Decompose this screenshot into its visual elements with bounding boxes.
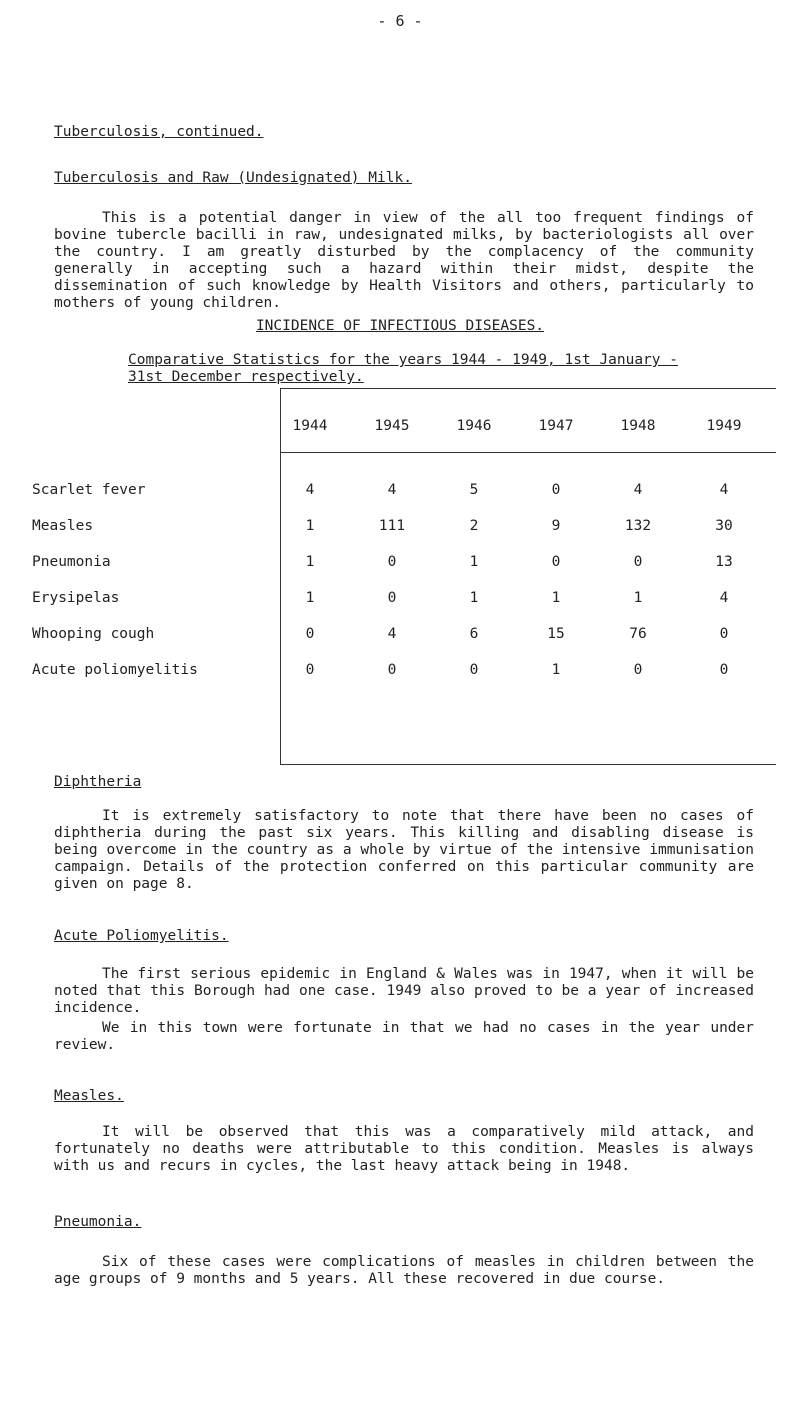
polio-header: Acute Poliomyelitis.	[54, 928, 229, 944]
table-cell: 0	[551, 482, 561, 498]
disease-label-whooping-cough: Whooping cough	[32, 626, 155, 642]
tb-paragraph: This is a potential danger in view of the all too frequent findings of bovine tubercle bacilli in raw, undesignated milks, by bacteriologists all over the country. I am greatly disturbed by the complacency of the community generally in accepting such a hazard within their midst, despite the dissemination of such knowledge by Health Visitors and others, particularly to mothers of young children.	[54, 210, 754, 311]
disease-label-acute-poliomyelitis: Acute poliomyelitis	[32, 662, 198, 678]
year-header-1948: 1948	[620, 418, 656, 434]
table-cell: 1	[305, 590, 315, 606]
year-header-1947: 1947	[538, 418, 574, 434]
table-cell: 0	[305, 662, 315, 678]
table-cell: 15	[547, 626, 565, 642]
year-header-1946: 1946	[456, 418, 492, 434]
table-cell: 0	[305, 626, 315, 642]
table-cell: 0	[387, 554, 397, 570]
table-cell: 30	[715, 518, 733, 534]
table-cell: 1	[469, 554, 479, 570]
disease-label-erysipelas: Erysipelas	[32, 590, 120, 606]
table-cell: 4	[387, 626, 397, 642]
polio-paragraph-1: The first serious epidemic in England & Wales was in 1947, when it will be noted that this Borough had one case. 1949 also proved to be a year of increased incidence.	[54, 966, 754, 1016]
table-cell: 9	[551, 518, 561, 534]
table-top-rule	[280, 388, 776, 389]
table-cell: 6	[469, 626, 479, 642]
pneumonia-paragraph: Six of these cases were complications of measles in children between the age groups of 9 months and 5 years. All these recovered in due course.	[54, 1254, 754, 1287]
page-number: - 6 -	[377, 12, 423, 30]
disease-label-scarlet-fever: Scarlet fever	[32, 482, 146, 498]
table-cell: 1	[469, 590, 479, 606]
table-cell: 4	[387, 482, 397, 498]
pneumonia-header: Pneumonia.	[54, 1214, 142, 1230]
table-cell: 0	[551, 554, 561, 570]
table-divider	[280, 388, 281, 764]
table-cell: 0	[469, 662, 479, 678]
table-cell: 2	[469, 518, 479, 534]
table-cell: 5	[469, 482, 479, 498]
polio-paragraph-2: We in this town were fortunate in that we had no cases in the year under review.	[54, 1020, 754, 1053]
table-cell: 4	[719, 482, 729, 498]
table-cell: 0	[719, 662, 729, 678]
table-header-rule	[280, 452, 776, 453]
table-cell: 13	[715, 554, 733, 570]
table-cell: 4	[305, 482, 315, 498]
incidence-header: INCIDENCE OF INFECTIOUS DISEASES.	[255, 318, 545, 334]
statistics-table	[32, 388, 772, 768]
table-cell: 4	[719, 590, 729, 606]
year-header-1949: 1949	[706, 418, 742, 434]
table-cell: 76	[629, 626, 647, 642]
table-cell: 0	[633, 554, 643, 570]
table-cell: 0	[387, 662, 397, 678]
table-cell: 132	[624, 518, 652, 534]
disease-label-pneumonia: Pneumonia	[32, 554, 111, 570]
table-cell: 0	[719, 626, 729, 642]
table-bottom-rule	[280, 764, 776, 765]
table-cell: 0	[387, 590, 397, 606]
disease-label-measles: Measles	[32, 518, 94, 534]
year-header-1944: 1944	[292, 418, 328, 434]
subsection-header: Tuberculosis and Raw (Undesignated) Milk.	[54, 170, 412, 186]
measles-paragraph: It will be observed that this was a comparatively mild attack, and fortunately no deaths were attributable to this condition. Measles is always with us and recurs in cycles, the last heavy attack being in 1948.	[54, 1124, 754, 1174]
table-cell: 1	[633, 590, 643, 606]
diphtheria-header: Diphtheria	[54, 774, 142, 790]
diphtheria-paragraph: It is extremely satisfactory to note that there have been no cases of diphtheria during the past six years. This killing and disabling disease is being overcome in the country as a whole by virtue of the intensive immunisation campaign. Details of the protection conferred on this particular community are given on page 8.	[54, 808, 754, 892]
table-cell: 4	[633, 482, 643, 498]
table-cell: 1	[551, 590, 561, 606]
year-header-1945: 1945	[374, 418, 410, 434]
table-cell: 1	[551, 662, 561, 678]
measles-header: Measles.	[54, 1088, 124, 1104]
section-header: Tuberculosis, continued.	[54, 124, 264, 140]
comparative-header: Comparative Statistics for the years 1944 - 1949, 1st January - 31st December respectively.	[128, 352, 678, 385]
table-cell: 111	[378, 518, 406, 534]
table-cell: 1	[305, 518, 315, 534]
table-cell: 0	[633, 662, 643, 678]
table-cell: 1	[305, 554, 315, 570]
